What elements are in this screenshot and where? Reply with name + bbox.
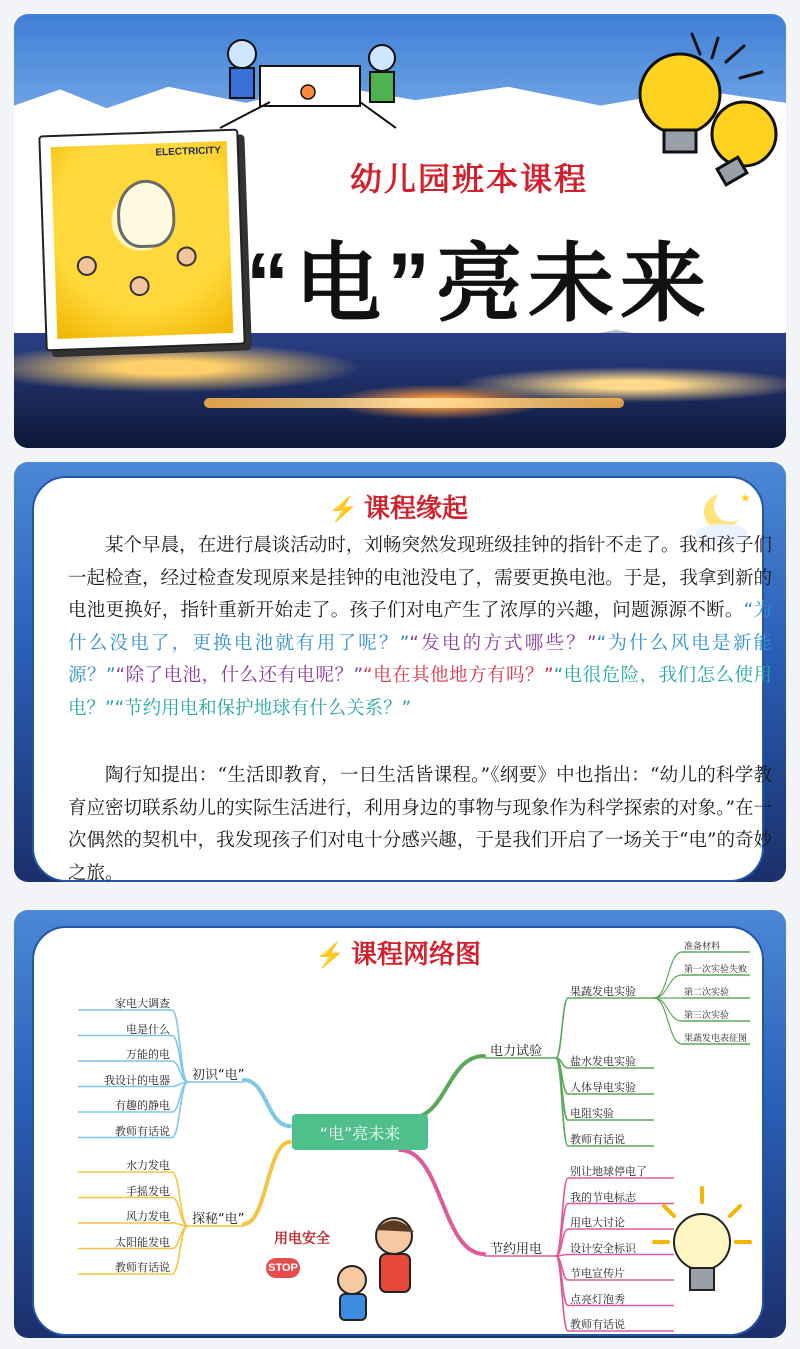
mindmap-leaf: 别让地球停电了 [570,1165,647,1178]
mindmap-leaf: 教师有话说 [570,1133,625,1146]
mindmap-leaf: 用电大讨论 [570,1216,625,1229]
mindmap-leaf: 水力发电 [126,1159,170,1172]
children-illustration-icon [322,1210,442,1330]
question-2: “发电的方式哪些？” [409,632,597,654]
mindmap-connector [654,975,682,998]
cover-panel [14,14,786,448]
bridge-lights [204,398,624,408]
origin-paragraph-2: 陶行知提出：“生活即教育，一日生活皆课程。”《纲要》中也指出：“幼儿的科学教育应密切联系幼儿的实际生活进行，利用身边的事物与现象作为科学探索的对象。”在一次偶然的契机中，我发现孩子们对电十分感兴趣，于是我们开启了一场关于“电”的奇妙之旅。 [68,765,772,882]
mindmap-subleaf: 第二次实验 [684,988,730,998]
mindmap-leaf: 果蔬发电实验 [570,985,636,998]
kid-face-icon [176,246,197,267]
mindmap-center-node: “电”亮未来 [292,1114,428,1150]
mindmap-connector [654,952,682,998]
mindmap-subleaf: 第一次实验失败 [684,965,748,975]
mindmap-leaf: 教师有话说 [115,1124,170,1138]
mindmap-subleaf: 准备材料 [684,942,721,952]
mindmap-leaf: 教师有话说 [570,1318,625,1331]
branch-label-explore: 探秘“电” [192,1212,245,1227]
branch-label-save: 节约用电 [490,1242,543,1257]
question-7: “节约用电和保护地球有什么关系？” [114,697,412,719]
question-6: “电很危险，我们怎么使用电？” [68,665,773,719]
mindmap-connector [172,1226,188,1274]
course-title: “电”亮未来 [246,236,712,332]
mindmap-leaf: 人体导电实验 [570,1081,636,1094]
mindmap-subleaf: 第三次实验 [684,1011,730,1021]
question-5: “电在其他地方有吗？” [363,665,554,686]
picture-book-illustration [38,129,245,352]
mindmap-connector [244,1080,290,1126]
stop-sign-icon: STOP [266,1258,300,1278]
glowing-bulb-icon [652,1186,752,1306]
mindmap-connector [244,1142,290,1224]
origin-panel [14,462,786,882]
mindmap-leaf: 太阳能发电 [115,1235,170,1249]
question-4: “除了电池，什么还有电呢？” [115,665,364,686]
branch-label-intro: 初识“电” [192,1068,245,1083]
mindmap-connector [556,998,568,1058]
bulb-drawing-icon [116,179,176,249]
mindmap-leaf: 手摇发电 [126,1184,170,1198]
question-3: “为什么风电是新能源？” [68,632,773,686]
mindmap-leaf: 风力发电 [126,1210,170,1223]
mindmap-leaf: 点亮灯泡秀 [570,1292,625,1306]
mindmap-leaf: 盐水发电实验 [570,1055,636,1068]
lightbulbs-icon [622,32,786,192]
city-night-photo [14,333,786,448]
mindmap-leaf: 万能的电 [126,1048,170,1061]
mindmap-leaf: 有趣的静电 [115,1099,170,1112]
lightning-icon: ⚡ [315,943,345,969]
mindmap-panel [14,910,786,1338]
kid-face-icon [77,256,98,277]
question-1: “为什么没电了，更换电池就有用了呢？” [68,600,772,654]
kid-face-icon [129,276,150,297]
branch-label-experiment: 电力试验 [490,1044,543,1059]
mindmap-connector [654,998,682,1044]
mindmap-heading: ⚡ 课程网络图 [315,940,481,969]
mindmap-leaf: 我设计的电器 [104,1073,170,1087]
mindmap-connector [654,998,682,1021]
mindmap-subleaf: 果蔬发电表征图 [684,1034,748,1044]
kids-experiment-sketch-icon [210,36,406,130]
origin-heading: ⚡ 课程缘起 [328,494,468,523]
electric-safety-label: 用电安全 [274,1232,330,1247]
mindmap-leaf: 教师有话说 [115,1261,170,1274]
mindmap-leaf: 我的节电标志 [570,1190,636,1204]
course-subtitle: 幼儿园班本课程 [350,161,589,197]
mindmap-leaf: 电是什么 [126,1022,170,1036]
mindmap-card [32,926,764,1336]
mindmap-leaf: 设计安全标识 [570,1241,636,1255]
mindmap-leaf: 电阻实验 [570,1107,614,1120]
mindmap-connector [556,1058,568,1146]
lightning-icon: ⚡ [328,497,358,523]
mindmap-leaf: 节电宣传片 [570,1267,625,1280]
svg-text:★: ★ [740,491,751,505]
book-brand: ELECTRICITY [155,145,222,159]
mindmap-connector [410,1056,484,1118]
origin-paragraph-1: 某个早晨，在进行晨谈活动时，刘畅突然发现班级挂钟的指针不走了。我和孩子们一起检查，经过检查发现原来是挂钟的电池没电了，需要更换电池。于是，我拿到新的电池更换好，指针重新开始走了。孩子们对电产生了浓厚的兴趣，问题源源不断。“为什么没电了，更换电池就有用了呢？”“发电的方式哪些？”“为什么风电是新能源？”“除了电池，什么还有电呢？”“电在其他地方有吗？”“电很危险，我们怎么使用电？”“节约用电和保护地球有什么关系？” [68,535,773,719]
mindmap-leaf: 家电大调查 [115,997,170,1010]
origin-card [32,476,773,882]
